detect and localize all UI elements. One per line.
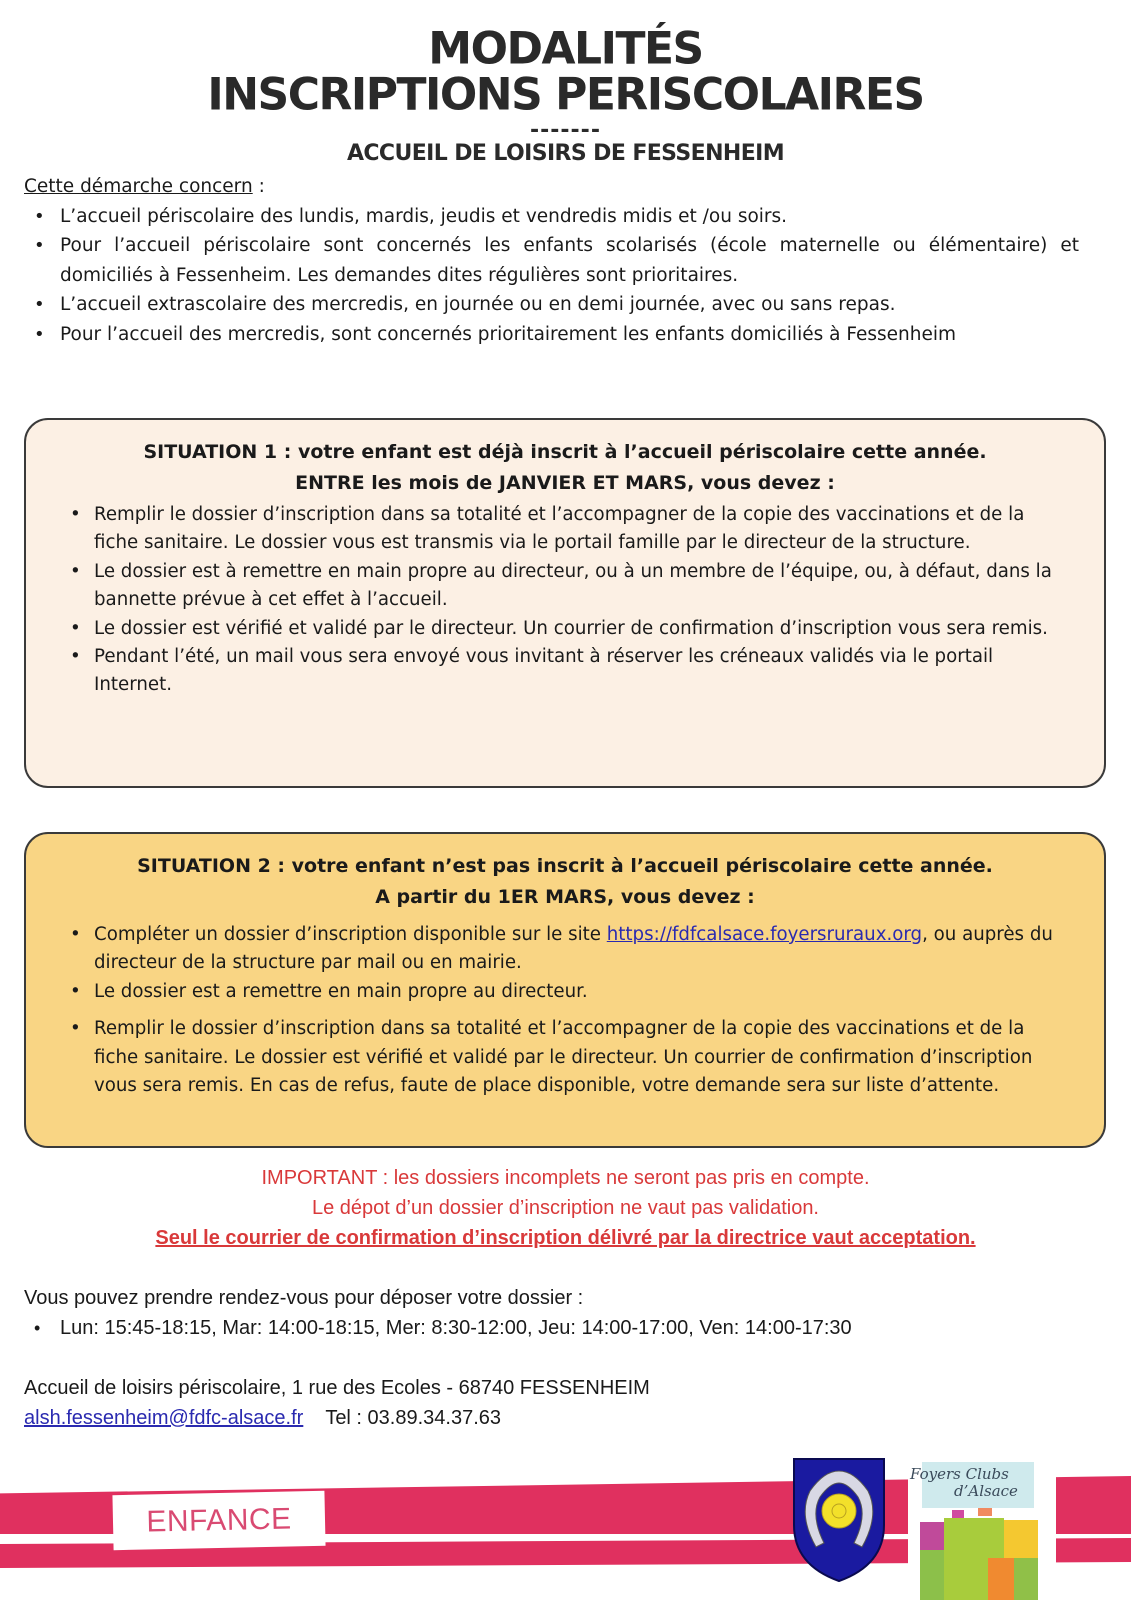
page-subtitle: ACCUEIL DE LOISIRS DE FESSENHEIM bbox=[346, 141, 785, 166]
intro-list bbox=[24, 202, 1079, 350]
footer-banner bbox=[0, 1440, 1131, 1600]
intro-heading-row bbox=[24, 172, 1079, 202]
fessenheim-crest-icon bbox=[790, 1455, 888, 1585]
appointment-list bbox=[24, 1313, 1104, 1343]
important-line-3: Seul le courrier de confirmation d’inscription délivré par la directrice vaut acceptation. bbox=[155, 1227, 976, 1249]
intro-item: • Pour l’accueil périscolaire sont concernés les enfants scolarisés (école maternelle ou élémentaire) et domiciliés à Fessenheim. Les demandes dites régulières sont prioritaires. bbox=[60, 231, 1079, 290]
situation-2-heading bbox=[26, 851, 1104, 913]
intro-item: • Pour l’accueil des mercredis, sont concernés prioritairement les enfants domiciliés à Fessenheim bbox=[60, 320, 1079, 350]
logo-text-line-1: Foyers Clubs bbox=[910, 1465, 1009, 1483]
situation-1-item: • Le dossier est vérifié et validé par le directeur. Un courrier de confirmation d’inscription vous sera remis. bbox=[94, 615, 1074, 643]
page-title-line-2: INSCRIPTIONS PERISCOLAIRES bbox=[207, 68, 924, 121]
phone-number: Tel : 03.89.34.37.63 bbox=[325, 1407, 502, 1429]
important-notice bbox=[0, 1163, 1131, 1253]
enfance-label: ENFANCE bbox=[146, 1501, 292, 1539]
situation-1-box bbox=[24, 418, 1106, 788]
situation-1-item: • Pendant l’été, un mail vous sera envoyé vous invitant à réserver les créneaux validés via le portail Internet. bbox=[94, 643, 1074, 700]
page-title-line-1: MODALITÉS bbox=[428, 22, 703, 75]
address: Accueil de loisirs périscolaire, 1 rue des Ecoles - 68740 FESSENHEIM bbox=[24, 1377, 650, 1399]
situation-1-title: SITUATION 1 : votre enfant est déjà inscrit à l’accueil périscolaire cette année. bbox=[143, 441, 987, 463]
foyers-clubs-graphic-icon bbox=[916, 1508, 1046, 1600]
contact-section bbox=[24, 1373, 1104, 1433]
situation-1-item: • Remplir le dossier d’inscription dans sa totalité et l’accompagner de la copie des vaccinations et de la fiche sanitaire. Le dossier vous est transmis via le portail famille par le directeur de la structure. bbox=[94, 501, 1074, 558]
email-link[interactable]: alsh.fessenheim@fdfc-alsace.fr bbox=[24, 1407, 304, 1429]
situation-2-item-text: Compléter un dossier d’inscription disponible sur le site bbox=[94, 924, 607, 945]
intro-item: • L’accueil extrascolaire des mercredis, en journée ou en demi journée, avec ou sans repas. bbox=[60, 290, 1079, 320]
important-line-2: Le dépot d’un dossier d’inscription ne vaut pas validation. bbox=[312, 1197, 819, 1219]
header bbox=[0, 22, 1131, 168]
situation-2-item: • Remplir le dossier d’inscription dans sa totalité et l’accompagner de la copie des vaccinations et de la fiche sanitaire. Le dossier est vérifié et validé par le directeur. Un courrier de confirmation d’inscription vous sera remis. En cas de refus, faute de place disponible, votre demande sera sur liste d’attente. bbox=[94, 1015, 1074, 1100]
logo-text-line-2: d’Alsace bbox=[954, 1482, 1018, 1500]
situation-2-item bbox=[94, 921, 1074, 978]
situation-2-box bbox=[24, 832, 1106, 1148]
appointment-intro: Vous pouvez prendre rendez-vous pour déposer votre dossier : bbox=[24, 1287, 584, 1309]
situation-1-deadline: ENTRE les mois de JANVIER ET MARS, vous devez : bbox=[295, 472, 835, 494]
situation-2-title: SITUATION 2 : votre enfant n’est pas inscrit à l’accueil périscolaire cette année. bbox=[137, 855, 993, 877]
title-separator: ------- bbox=[530, 118, 601, 143]
intro-item: • L’accueil périscolaire des lundis, mardis, jeudis et vendredis midis et /ou soirs. bbox=[60, 202, 1079, 232]
opening-hours: • Lun: 15:45-18:15, Mar: 14:00-18:15, Mer: 8:30-12:00, Jeu: 14:00-17:00, Ven: 14:00-17:30 bbox=[60, 1313, 1104, 1343]
important-line-1: IMPORTANT : les dossiers incomplets ne seront pas pris en compte. bbox=[261, 1167, 870, 1189]
situation-1-item: • Le dossier est à remettre en main propre au directeur, ou à un membre de l’équipe, ou, à défaut, dans la bannette prévue à cet effet à l’accueil. bbox=[94, 558, 1074, 615]
intro-heading-colon: : bbox=[252, 176, 265, 197]
intro-heading: Cette démarche concern bbox=[24, 176, 253, 197]
situation-2-list bbox=[26, 921, 1104, 1100]
situation-2-item: • Le dossier est a remettre en main propre au directeur. bbox=[94, 978, 1074, 1006]
website-link[interactable]: https://fdfcalsace.foyersruraux.org bbox=[606, 924, 923, 945]
foyers-clubs-logo bbox=[908, 1462, 1056, 1600]
foyers-clubs-logo-text bbox=[910, 1466, 1054, 1500]
situation-2-deadline: A partir du 1ER MARS, vous devez : bbox=[375, 886, 755, 908]
situation-2-item-text: , ou auprès du directeur de la structure par mail ou en mairie. bbox=[94, 924, 1053, 974]
enfance-tag bbox=[112, 1491, 325, 1550]
appointment-section bbox=[24, 1283, 1104, 1343]
situation-1-heading bbox=[26, 437, 1104, 499]
situation-1-list bbox=[26, 501, 1104, 700]
contact-row bbox=[24, 1403, 1104, 1433]
intro-section bbox=[24, 172, 1079, 350]
